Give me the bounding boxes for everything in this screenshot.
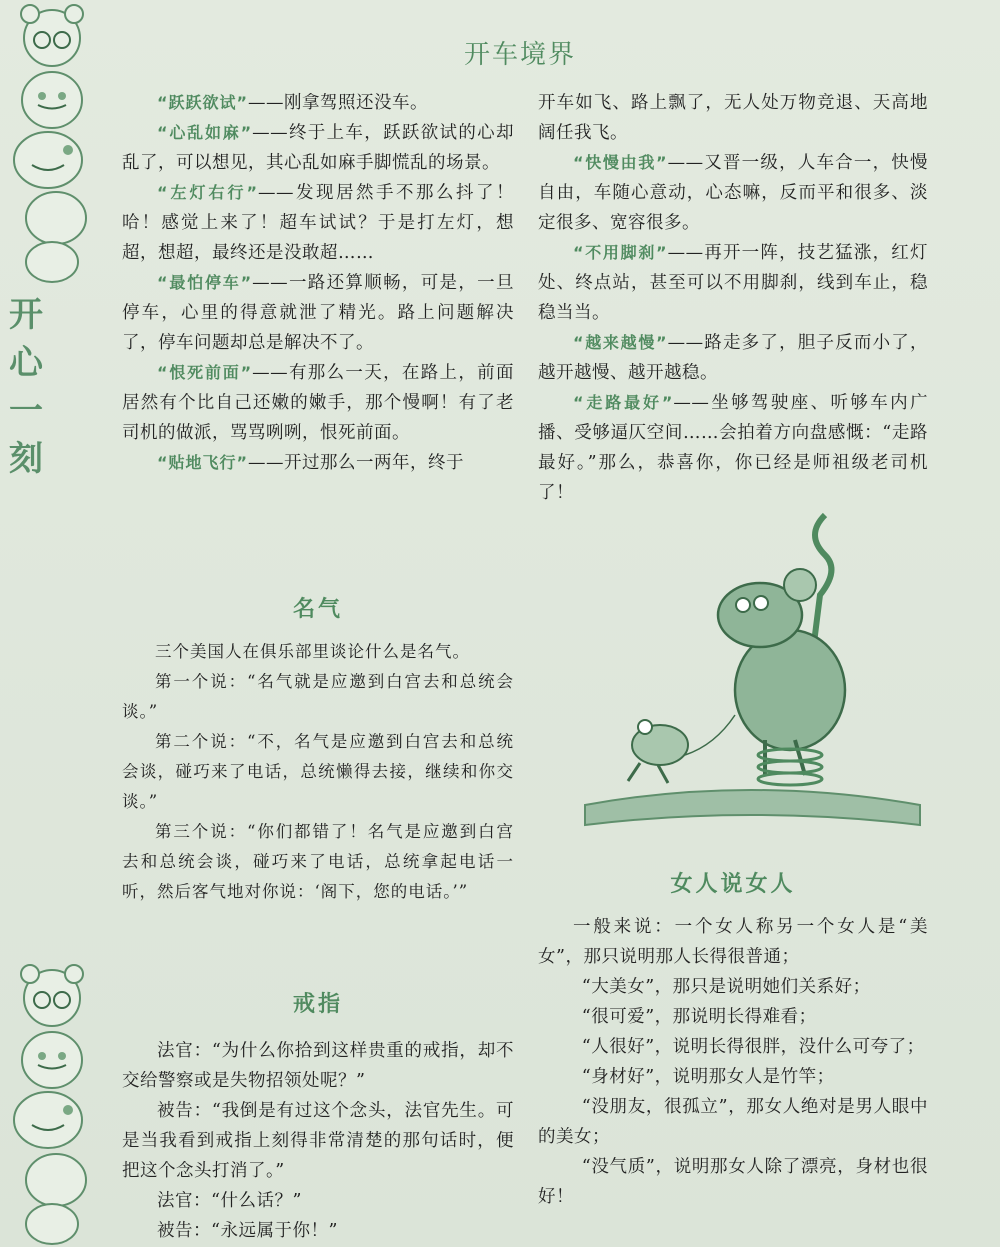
article-ring bbox=[122, 990, 514, 1246]
ring-paragraph: 法官：“为什么你拾到这样贵重的戒指，却不交给警察或是失物招领处呢？” bbox=[122, 1041, 514, 1091]
driving-left-column bbox=[122, 88, 514, 478]
keyword: “跃跃欲试” bbox=[157, 93, 249, 112]
paragraph-text: ——有那么一天，在路上，前面居然有个比自己还嫩的嫩手，那个慢啊！有了老司机的做派，骂骂咧咧，恨死前面。 bbox=[122, 363, 514, 443]
article-title-fame: 名气 bbox=[292, 597, 343, 622]
driving-paragraph bbox=[538, 238, 928, 328]
paragraph-text: ——开过那么一两年，终于 bbox=[248, 453, 465, 473]
paragraph-text: ——又晋一级，人车合一，快慢自由，车随心意动，心态嘛，反而平和很多、淡定很多、宽容很多。 bbox=[538, 153, 928, 233]
keyword: “不用脚刹” bbox=[573, 243, 668, 262]
article-title-women: 女人说女人 bbox=[670, 872, 796, 897]
paragraph-text: ——路走多了，胆子反而小了，越开越慢、越开越稳。 bbox=[538, 333, 928, 383]
women-paragraph: “人很好”，说明长得很胖，没什么可夸了； bbox=[581, 1037, 925, 1057]
driving-paragraph bbox=[122, 178, 514, 268]
column-char: 开 bbox=[9, 295, 43, 335]
ring-paragraph: 被告：“我倒是有过这个念头，法官先生。可是当我看到戒指上刻得非常清楚的那句话时，便把这个念头打消了。” bbox=[122, 1101, 514, 1181]
keyword: “走路最好” bbox=[573, 393, 674, 412]
women-paragraph: “身材好”，说明那女人是竹竿； bbox=[581, 1067, 835, 1087]
column-label bbox=[6, 295, 46, 479]
keyword: “贴地飞行” bbox=[157, 453, 249, 472]
keyword: “越来越慢” bbox=[573, 333, 668, 352]
driving-paragraph bbox=[538, 148, 928, 238]
article-title-driving: 开车境界 bbox=[463, 40, 576, 70]
column-char: 心 bbox=[9, 343, 43, 383]
ring-paragraph: 被告：“永远属于你！” bbox=[157, 1221, 338, 1241]
women-paragraph: “大美女”，那只是说明她们关系好； bbox=[581, 977, 871, 997]
driving-continuation: 开车如飞、路上飘了，无人处万物竞退、天高地阔任我飞。 bbox=[538, 93, 928, 143]
fame-paragraph: 第三个说：“你们都错了！名气是应邀到白宫去和总统会谈，碰巧来了电话，总统拿起电话一听，然后客气地对你说：‘阁下，您的电话。’” bbox=[122, 822, 514, 901]
driving-paragraph bbox=[538, 388, 928, 508]
fame-paragraph: 三个美国人在俱乐部里谈论什么是名气。 bbox=[155, 642, 470, 661]
article-fame bbox=[122, 595, 514, 907]
driving-paragraph bbox=[122, 268, 514, 358]
paragraph-text: ——发现居然手不那么抖了！哈！感觉上来了！超车试试？于是打左灯，想超，想超，最终还是没敢超…… bbox=[122, 183, 514, 263]
driving-right-column bbox=[538, 88, 928, 508]
women-paragraph: 一般来说：一个女人称另一个女人是“美女”，那只说明那人长得很普通； bbox=[538, 917, 928, 967]
keyword: “左灯右行” bbox=[157, 183, 259, 202]
keyword: “心乱如麻” bbox=[157, 123, 253, 142]
paragraph-text: ——终于上车，跃跃欲试的心却乱了，可以想见，其心乱如麻手脚慌乱的场景。 bbox=[122, 123, 514, 173]
paragraph-text: ——一路还算顺畅，可是，一旦停车，心里的得意就泄了精光。路上问题解决了，停车问题却总是解决不了。 bbox=[122, 273, 514, 353]
keyword: “恨死前面” bbox=[157, 363, 253, 382]
driving-paragraph bbox=[122, 358, 514, 448]
paragraph-text: ——再开一阵，技艺猛涨，红灯处、终点站，甚至可以不用脚刹，线到车止，稳稳当当。 bbox=[538, 243, 928, 323]
driving-paragraph bbox=[122, 118, 514, 178]
driving-paragraph bbox=[538, 328, 928, 388]
driving-paragraph bbox=[122, 88, 514, 118]
ring-paragraph: 法官：“什么话？” bbox=[157, 1191, 302, 1211]
women-paragraph: “很可爱”，那说明长得难看； bbox=[581, 1007, 817, 1027]
women-paragraph: “没气质”，说明那女人除了漂亮，身材也很好！ bbox=[538, 1157, 928, 1207]
column-char: 一 bbox=[9, 391, 43, 431]
left-sidebar bbox=[0, 0, 100, 1247]
article-title-ring: 戒指 bbox=[292, 992, 343, 1017]
keyword: “快慢由我” bbox=[573, 153, 668, 172]
paragraph-text: ——坐够驾驶座、听够车内广播、受够逼仄空间……会拍着方向盘感慨：“走路最好。”那么，恭喜你，你已经是师祖级老司机了！ bbox=[538, 393, 928, 503]
driving-paragraph bbox=[122, 448, 514, 478]
keyword: “最怕停车” bbox=[157, 273, 253, 292]
column-char: 刻 bbox=[9, 439, 43, 479]
article-women bbox=[538, 870, 928, 1212]
mascot-stack-icon bbox=[8, 0, 96, 285]
fame-paragraph: 第一个说：“名气就是应邀到白宫去和总统会谈。” bbox=[122, 672, 514, 721]
paragraph-text: ——刚拿驾照还没车。 bbox=[248, 93, 429, 113]
rat-walking-frog-illustration bbox=[575, 505, 925, 835]
women-paragraph: “没朋友，很孤立”，那女人绝对是男人眼中的美女； bbox=[538, 1097, 928, 1147]
mascot-stack-icon bbox=[8, 958, 96, 1247]
fame-paragraph: 第二个说：“不，名气是应邀到白宫去和总统会谈，碰巧来了电话，总统懒得去接，继续和你交谈。” bbox=[122, 732, 514, 811]
